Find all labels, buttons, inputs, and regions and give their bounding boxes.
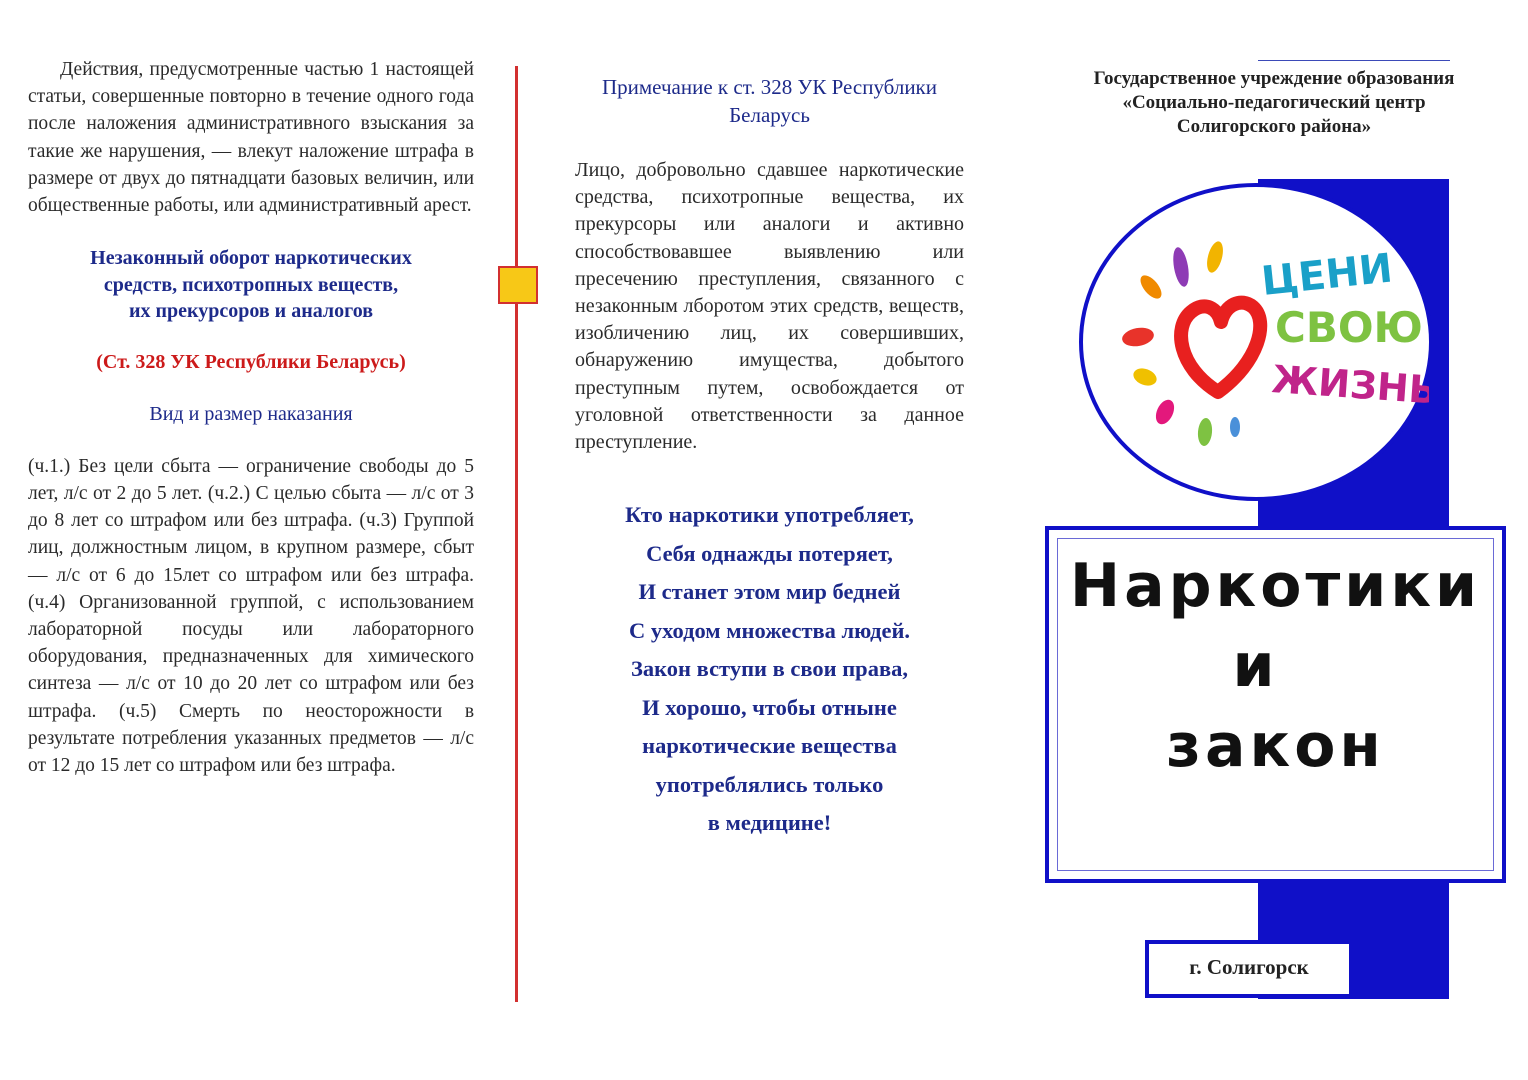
repeat-violation-paragraph: Действия, предусмотренные частью 1 настоящей статьи, совершенные повторно в течение одного года после наложения административного взыскания за такие же нарушения, — влекут наложение штрафа в размере от двух до пятнадцати базовых величин, или общественные работы, или административный арест. [28, 59, 475, 217]
poem-line: Кто наркотики употребляет, [625, 502, 914, 528]
penalty-line: (ч.4) Организованной группой, [28, 591, 304, 613]
penalty-line: или лабораторного оборудования, [28, 618, 474, 668]
penalty-line: (ч.1.) Без цели сбыта — ограничение [28, 455, 352, 477]
logo-petal [1171, 246, 1192, 288]
logo-petal [1131, 365, 1159, 388]
penalty-line: штрафом или без штрафа. [179, 754, 396, 776]
poem-line: И станет этом мир бедней [638, 579, 901, 605]
title-word-2: и [1232, 631, 1279, 701]
poem-line: С уходом множества людей. [628, 617, 911, 643]
penalty-line: (ч.2.) С целью сбыта — л/с от 3 до 8 лет со [28, 482, 475, 532]
logo-text-line1: ЦЕНИ [1259, 245, 1395, 305]
poem [575, 496, 964, 843]
note-title: Примечание к ст. 328 УК Республики Беларусь [601, 75, 937, 127]
penalty-line: в результате потребления указанных [28, 700, 475, 749]
article-reference: (Ст. 328 УК Республики Беларусь) [96, 350, 406, 373]
logo-circle [1079, 183, 1433, 501]
section-heading: Незаконный оборот наркотических средств, психотропных веществ, их прекурсоров и аналогов [90, 247, 412, 323]
logo-text-line3: ЖИЗНЬ [1270, 357, 1429, 413]
penalty-line: с использованием лабораторной посуды [28, 591, 474, 640]
poem-line: употреблялись только [655, 771, 884, 797]
logo-petal [1197, 417, 1213, 446]
penalty-line: предназначенных для химического [162, 646, 474, 668]
penalty-line: 15лет со штрафом или без штрафа. [163, 564, 474, 586]
poem-line: наркотические вещества [642, 733, 897, 759]
fold-marker-square [498, 266, 538, 304]
logo-petal [1204, 240, 1226, 275]
title-frame [1045, 526, 1506, 883]
logo-text-line2: СВОЮ [1275, 303, 1423, 352]
poem-line: в медицине! [707, 810, 832, 836]
title-word-3: закон [1166, 711, 1385, 781]
logo-heart-icon [1181, 303, 1260, 392]
institution-name: Государственное учреждение образования «Социально-педагогический центр Солигорского района» [1093, 68, 1455, 137]
logo-petal [1230, 417, 1240, 437]
penalty-line: свободы до 5 лет, л/с от 2 до 5 лет. [28, 455, 474, 504]
poem-line: Закон вступи в свои права, [631, 656, 908, 682]
title-word-1: Наркотики [1069, 551, 1482, 621]
penalty-line: в крупном размере, сбыт — л/с от 6 до [28, 537, 475, 586]
note-text: Лицо, добровольно сдавшее наркотические средства, психотропные вещества, их прекурсоры или аналоги и активно способствовавшее выявлению или пресечению преступления, связанного с незаконным лборотом этих средств, веществ, изобличению лиц, их совершивших, обнаружению имущества, добытого преступным путем, освобождается от уголовной ответственности за данное преступление. [575, 159, 965, 454]
poem-line: И хорошо, чтобы отныне [642, 694, 897, 720]
header-rule [1258, 60, 1450, 61]
logo-image [1083, 187, 1429, 497]
logo-petal [1137, 272, 1166, 302]
penalty-line: (ч.3) Группой лиц, должностным лицом, [28, 510, 475, 559]
penalty-list [28, 453, 474, 779]
penalty-line: (ч.5) Смерть по неосторожности [119, 700, 443, 722]
penalty-title: Вид и размер наказания [149, 402, 353, 425]
logo-petal [1152, 397, 1177, 427]
left-column [28, 56, 474, 779]
logo-petal [1121, 325, 1156, 348]
fold-divider-line [515, 66, 518, 1002]
penalty-line: предметов — л/с от 12 до 15 лет со [28, 727, 475, 776]
penalty-line: синтеза — л/с от 10 до 20 лет [28, 673, 292, 695]
penalty-line: со штрафом или без штрафа. [28, 673, 475, 722]
middle-column [575, 74, 964, 843]
city-label: г. Солигорск [1145, 940, 1353, 998]
penalty-line: штрафом или без штрафа. [130, 510, 353, 532]
poem-line: Себя однажды потеряет, [646, 540, 893, 566]
